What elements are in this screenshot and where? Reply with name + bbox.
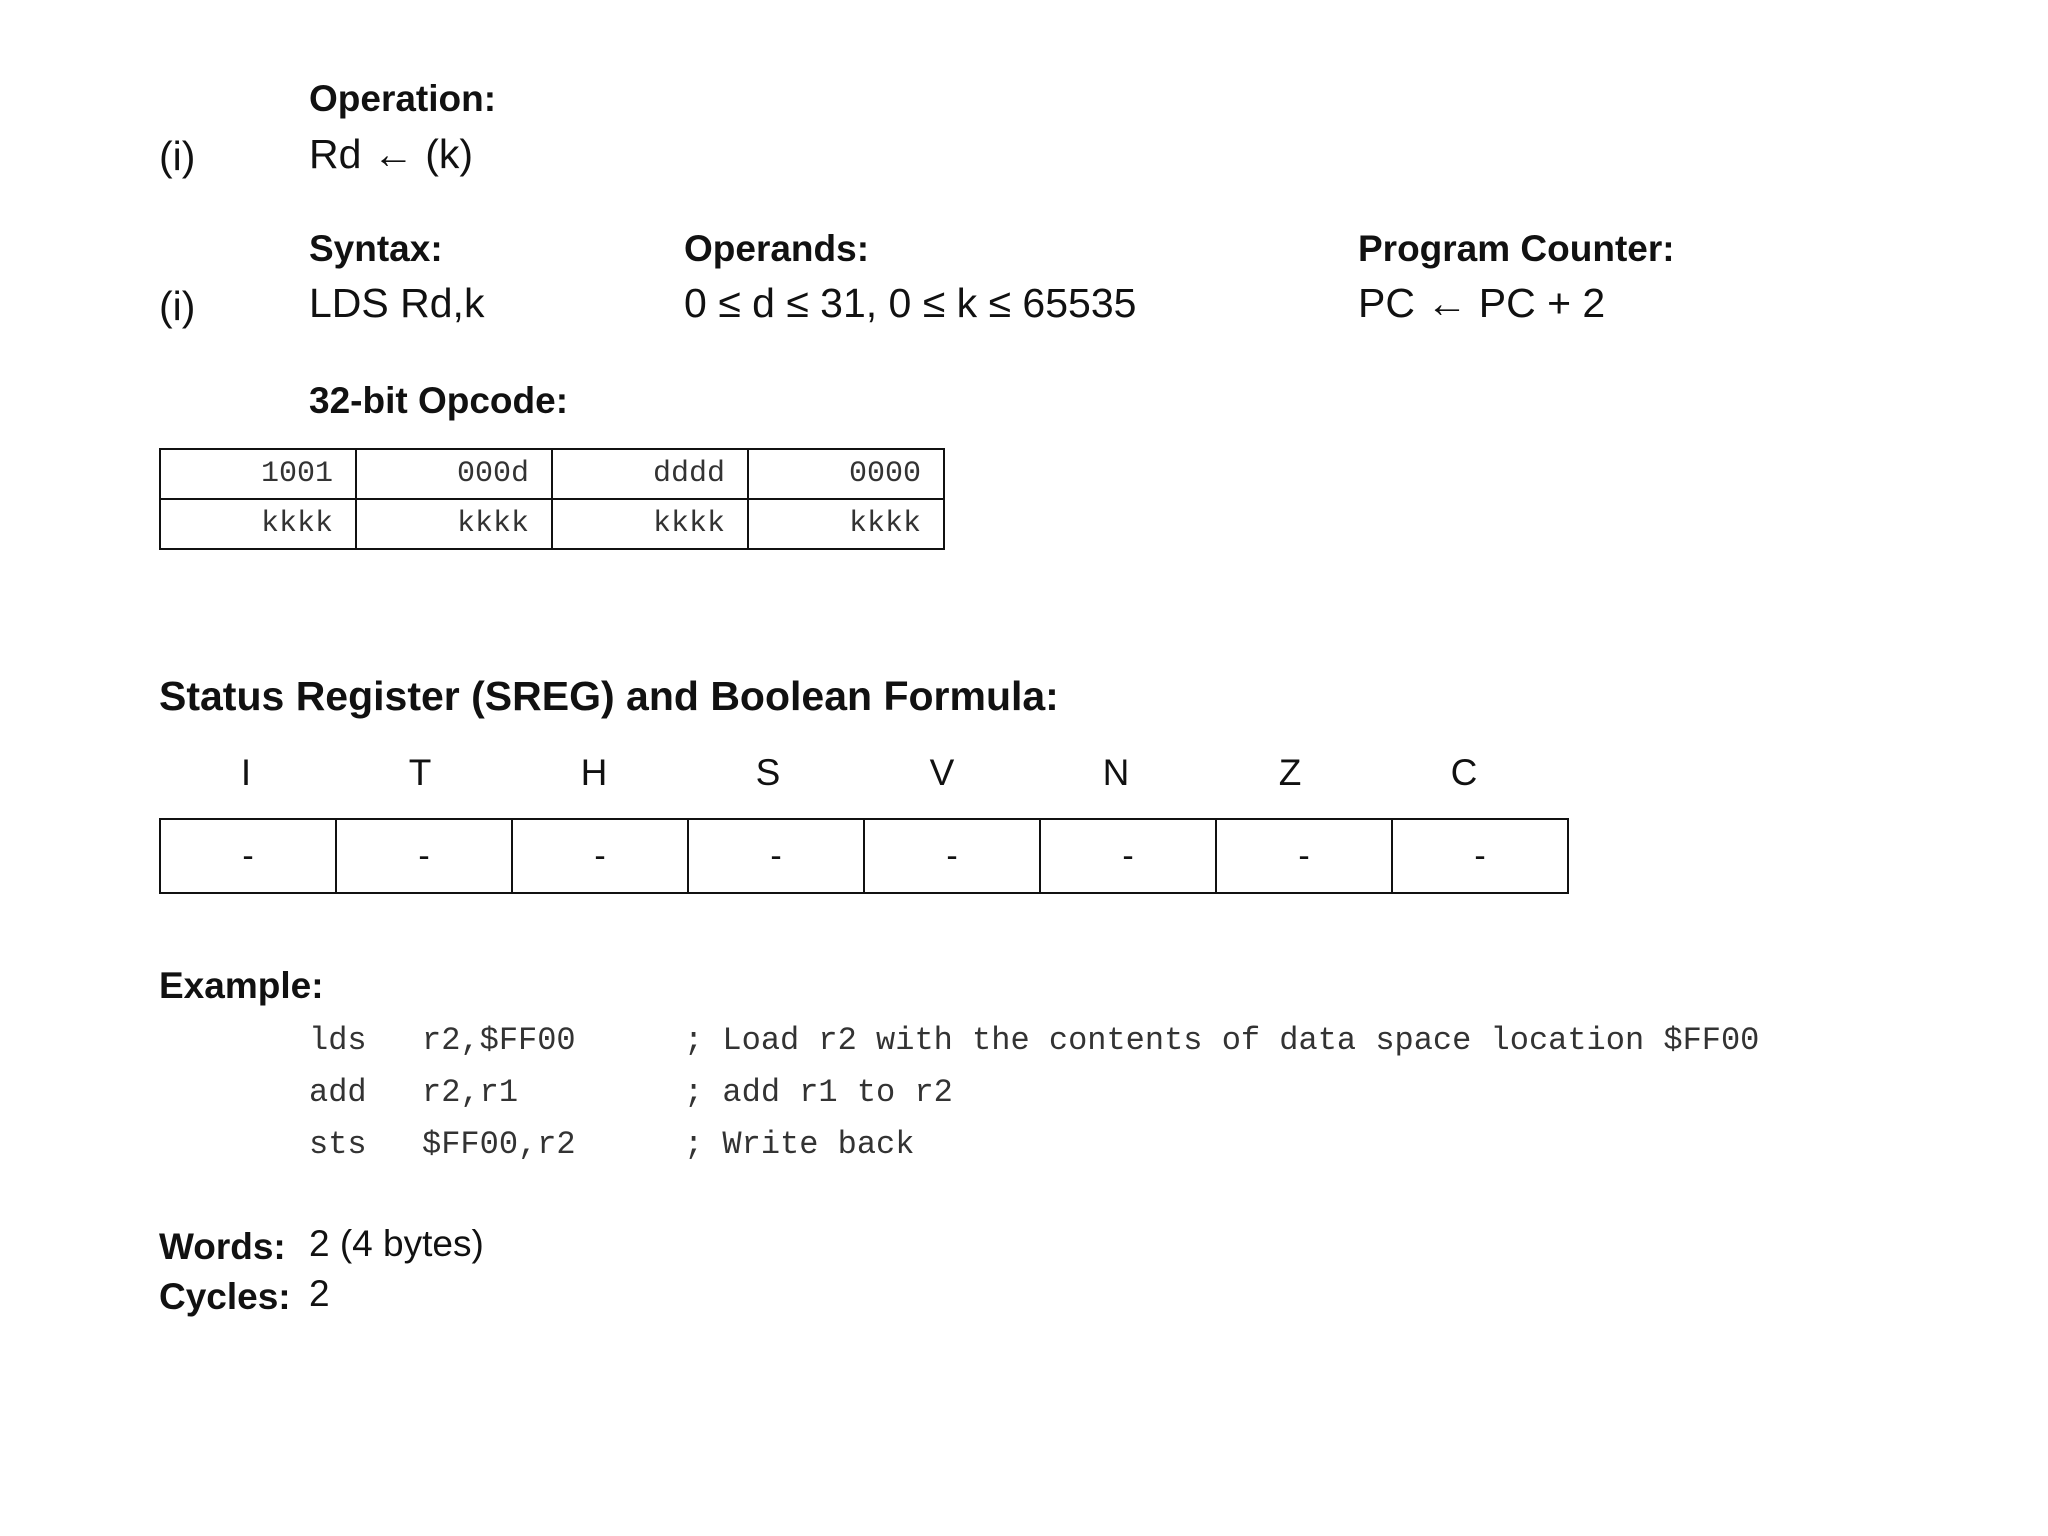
sreg-heading: Status Register (SREG) and Boolean Formula:: [159, 673, 1059, 719]
opcode-table: [159, 448, 945, 550]
sreg-flag-label: C: [1450, 752, 1478, 793]
code-comment: ; add r1 to r2: [684, 1074, 953, 1111]
sreg-flag-label: H: [580, 752, 608, 793]
opcode-cell: dddd: [552, 449, 748, 499]
syntax-index: (i): [159, 283, 196, 329]
sreg-flag-label: T: [408, 752, 432, 793]
cycles-label: Cycles:: [159, 1276, 291, 1317]
operands-heading: Operands:: [684, 228, 870, 269]
sreg-table: [159, 818, 1569, 894]
sreg-cell: -: [336, 819, 512, 893]
sreg-flag-label: I: [240, 752, 252, 793]
operation-heading: Operation:: [309, 78, 497, 119]
program-counter-heading: Program Counter:: [1358, 228, 1675, 269]
sreg-cell: -: [864, 819, 1040, 893]
sreg-flag-label: Z: [1278, 752, 1302, 793]
syntax-heading: Syntax:: [309, 228, 443, 269]
sreg-flag-label: S: [755, 752, 781, 793]
words-value: 2 (4 bytes): [309, 1223, 484, 1264]
operands-value: 0 ≤ d ≤ 31, 0 ≤ k ≤ 65535: [684, 280, 1137, 326]
code-mnemonic: sts: [309, 1126, 367, 1163]
example-heading: Example:: [159, 965, 324, 1006]
operation-formula: Rd ← (k): [309, 131, 473, 177]
sreg-flag-label: V: [929, 752, 955, 793]
words-label: Words:: [159, 1226, 286, 1267]
sreg-cell: -: [688, 819, 864, 893]
opcode-cell: 000d: [356, 449, 552, 499]
opcode-cell: kkkk: [160, 499, 356, 549]
program-counter-value: PC ← PC + 2: [1358, 280, 1606, 326]
code-mnemonic: lds: [309, 1022, 367, 1059]
code-mnemonic: add: [309, 1074, 367, 1111]
sreg-cell: -: [512, 819, 688, 893]
code-operands: r2,$FF00: [422, 1022, 576, 1059]
sreg-cell: -: [1040, 819, 1216, 893]
operation-index: (i): [159, 133, 196, 179]
code-operands: r2,r1: [422, 1074, 519, 1111]
sreg-row: [160, 819, 1568, 893]
cycles-value: 2: [309, 1273, 330, 1314]
sreg-flag-labels: [159, 752, 1551, 794]
opcode-row: [160, 449, 944, 499]
sreg-cell: -: [160, 819, 336, 893]
opcode-row: [160, 499, 944, 549]
opcode-cell: 1001: [160, 449, 356, 499]
opcode-cell: kkkk: [552, 499, 748, 549]
code-comment: ; Write back: [684, 1126, 915, 1163]
code-comment: ; Load r2 with the contents of data space location $FF00: [684, 1022, 1760, 1059]
code-operands: $FF00,r2: [422, 1126, 576, 1163]
syntax-value: LDS Rd,k: [309, 280, 485, 326]
opcode-cell: kkkk: [748, 499, 944, 549]
opcode-cell: kkkk: [356, 499, 552, 549]
sreg-cell: -: [1392, 819, 1568, 893]
sreg-flag-label: N: [1102, 752, 1130, 793]
sreg-cell: -: [1216, 819, 1392, 893]
opcode-cell: 0000: [748, 449, 944, 499]
opcode-heading: 32-bit Opcode:: [309, 380, 569, 421]
